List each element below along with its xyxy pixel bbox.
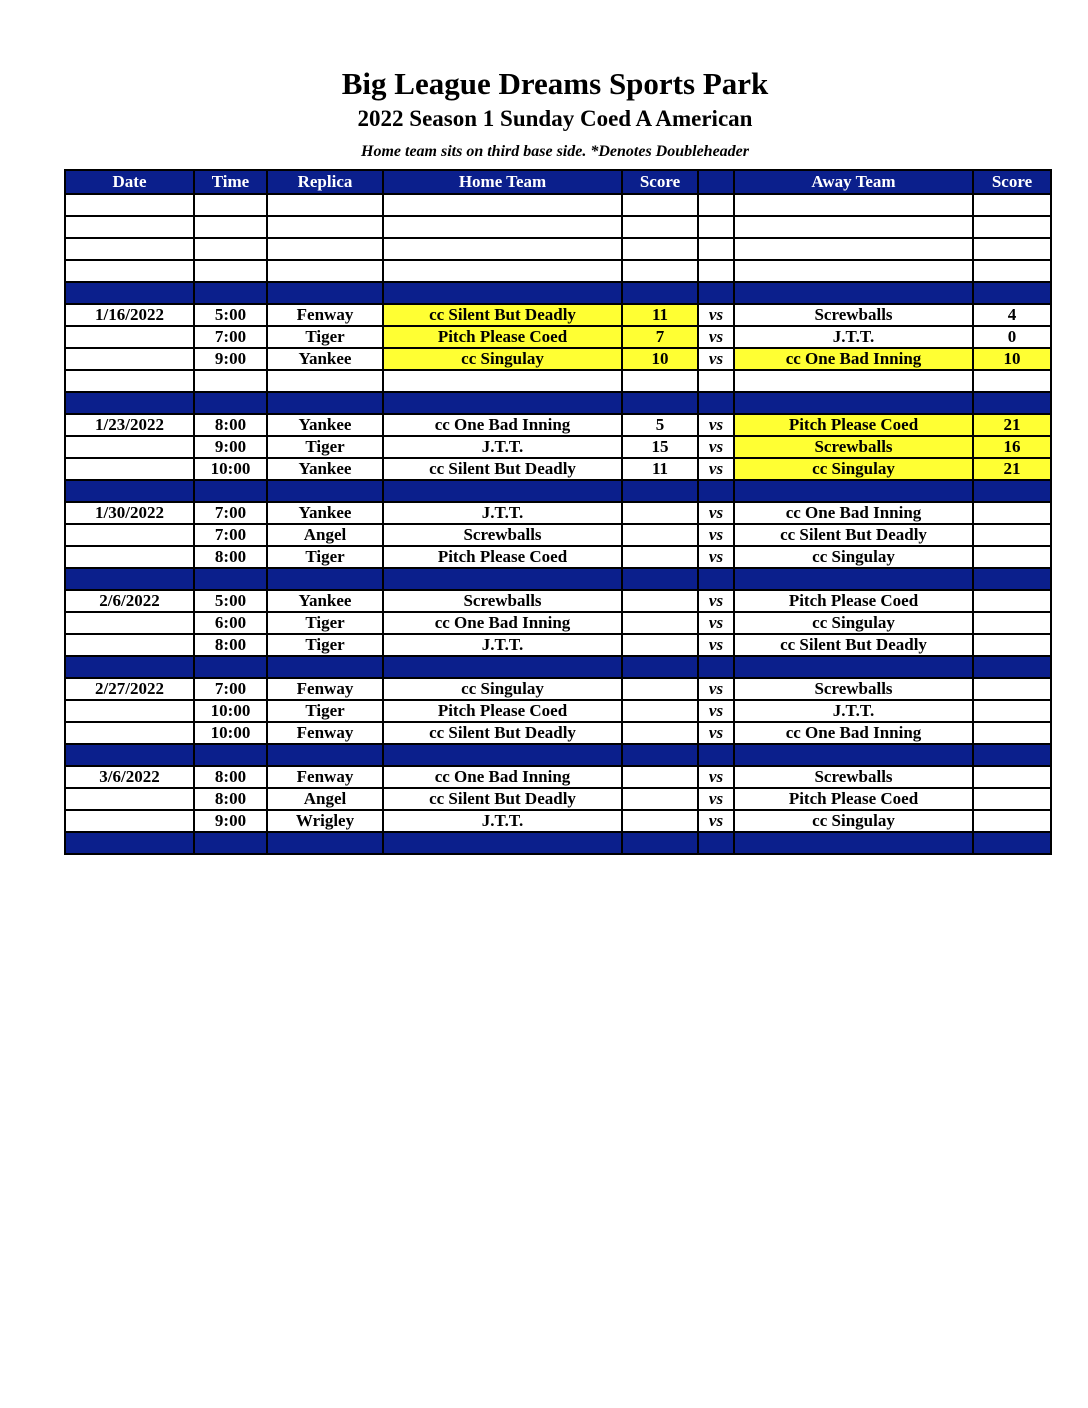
week-separator-row-cell: [698, 392, 734, 414]
table-row: [65, 436, 1051, 458]
cell-replica: Tiger: [267, 326, 383, 348]
week-separator-row-cell: [622, 568, 698, 590]
table-row: [65, 634, 1051, 656]
blank-row-cell: [267, 216, 383, 238]
cell-away-team: cc One Bad Inning: [734, 502, 973, 524]
week-separator-row-cell: [267, 744, 383, 766]
cell-home-score: [622, 766, 698, 788]
cell-away-team: J.T.T.: [734, 326, 973, 348]
table-row: [65, 304, 1051, 326]
blank-row-cell: [698, 238, 734, 260]
cell-vs: vs: [698, 700, 734, 722]
week-separator-row-cell: [622, 392, 698, 414]
week-separator-row-cell: [698, 480, 734, 502]
blank-row-cell: [194, 260, 267, 282]
table-row: [65, 546, 1051, 568]
table-row: [65, 458, 1051, 480]
cell-home-score: 7: [622, 326, 698, 348]
cell-date: [65, 326, 194, 348]
week-separator-row-cell: [267, 392, 383, 414]
cell-home-score: [622, 634, 698, 656]
blank-row-cell: [383, 238, 622, 260]
cell-replica: Tiger: [267, 700, 383, 722]
cell-vs: vs: [698, 546, 734, 568]
schedule-table: [64, 169, 1052, 855]
week-separator-row-cell: [65, 392, 194, 414]
cell-vs: vs: [698, 590, 734, 612]
cell-replica: Angel: [267, 788, 383, 810]
week-separator-row-cell: [383, 568, 622, 590]
blank-row-cell: [194, 238, 267, 260]
cell-date: [65, 348, 194, 370]
cell-home-score: [622, 590, 698, 612]
cell-home-team: Pitch Please Coed: [383, 546, 622, 568]
week-separator-row-cell: [698, 568, 734, 590]
table-row: [65, 524, 1051, 546]
cell-away-score: [973, 546, 1051, 568]
cell-date: 1/23/2022: [65, 414, 194, 436]
cell-away-team: cc Singulay: [734, 810, 973, 832]
cell-replica: Tiger: [267, 634, 383, 656]
blank-row-cell: [383, 194, 622, 216]
cell-replica: Fenway: [267, 678, 383, 700]
cell-date: 2/27/2022: [65, 678, 194, 700]
cell-vs: vs: [698, 326, 734, 348]
week-separator-row-cell: [622, 832, 698, 854]
week-separator-row-cell: [65, 744, 194, 766]
week-separator-row: [65, 832, 1051, 854]
week-separator-row-cell: [734, 282, 973, 304]
cell-time: 7:00: [194, 502, 267, 524]
table-row: [65, 502, 1051, 524]
blank-row-cell: [622, 194, 698, 216]
week-separator-row-cell: [383, 392, 622, 414]
blank-row-cell: [383, 370, 622, 392]
blank-row-cell: [698, 216, 734, 238]
week-separator-row: [65, 568, 1051, 590]
blank-row-cell: [973, 238, 1051, 260]
cell-home-score: [622, 722, 698, 744]
cell-away-score: [973, 700, 1051, 722]
cell-date: [65, 788, 194, 810]
cell-away-score: [973, 810, 1051, 832]
cell-away-score: [973, 678, 1051, 700]
schedule-body: [65, 194, 1051, 854]
cell-home-score: 11: [622, 458, 698, 480]
schedule-note: Home team sits on third base side. *Denotes Doubleheader: [361, 143, 749, 160]
cell-time: 10:00: [194, 722, 267, 744]
cell-vs: vs: [698, 502, 734, 524]
table-row: [65, 700, 1051, 722]
cell-away-team: cc Singulay: [734, 546, 973, 568]
cell-vs: vs: [698, 414, 734, 436]
blank-row-cell: [622, 238, 698, 260]
column-header-time: Time: [194, 170, 267, 194]
cell-home-team: J.T.T.: [383, 436, 622, 458]
week-separator-row: [65, 480, 1051, 502]
cell-time: 8:00: [194, 766, 267, 788]
column-header-away-score: Score: [973, 170, 1051, 194]
cell-vs: vs: [698, 458, 734, 480]
blank-row-cell: [622, 216, 698, 238]
cell-home-team: Pitch Please Coed: [383, 326, 622, 348]
blank-row-cell: [65, 238, 194, 260]
blank-row-cell: [383, 216, 622, 238]
week-separator-row-cell: [973, 480, 1051, 502]
blank-row: [65, 194, 1051, 216]
cell-away-score: 16: [973, 436, 1051, 458]
cell-away-score: 10: [973, 348, 1051, 370]
cell-time: 6:00: [194, 612, 267, 634]
week-separator-row-cell: [267, 568, 383, 590]
cell-home-team: cc Singulay: [383, 678, 622, 700]
week-separator-row-cell: [622, 282, 698, 304]
cell-home-score: 15: [622, 436, 698, 458]
blank-row-cell: [194, 216, 267, 238]
cell-date: [65, 612, 194, 634]
blank-row: [65, 216, 1051, 238]
cell-time: 10:00: [194, 700, 267, 722]
column-header-vs: [698, 170, 734, 194]
cell-replica: Wrigley: [267, 810, 383, 832]
cell-vs: vs: [698, 524, 734, 546]
cell-away-team: cc Silent But Deadly: [734, 524, 973, 546]
week-separator-row-cell: [65, 568, 194, 590]
column-header-away-team: Away Team: [734, 170, 973, 194]
cell-time: 7:00: [194, 678, 267, 700]
blank-row-cell: [698, 260, 734, 282]
cell-replica: Tiger: [267, 546, 383, 568]
week-separator-row-cell: [698, 744, 734, 766]
blank-row: [65, 238, 1051, 260]
week-separator-row-cell: [734, 832, 973, 854]
cell-home-team: cc Singulay: [383, 348, 622, 370]
cell-away-score: 0: [973, 326, 1051, 348]
cell-home-score: [622, 810, 698, 832]
cell-away-score: [973, 634, 1051, 656]
blank-row-cell: [698, 194, 734, 216]
cell-date: 3/6/2022: [65, 766, 194, 788]
cell-home-score: [622, 678, 698, 700]
column-header-home-team: Home Team: [383, 170, 622, 194]
blank-row-cell: [194, 194, 267, 216]
cell-away-score: [973, 524, 1051, 546]
blank-row-cell: [734, 260, 973, 282]
column-header-replica: Replica: [267, 170, 383, 194]
week-separator-row-cell: [734, 656, 973, 678]
cell-away-team: Screwballs: [734, 678, 973, 700]
week-separator-row-cell: [194, 392, 267, 414]
cell-replica: Yankee: [267, 502, 383, 524]
blank-row-cell: [383, 260, 622, 282]
cell-vs: vs: [698, 722, 734, 744]
table-header-row: [65, 170, 1051, 194]
blank-row-cell: [973, 194, 1051, 216]
blank-row-cell: [973, 370, 1051, 392]
cell-home-score: 10: [622, 348, 698, 370]
cell-vs: vs: [698, 612, 734, 634]
cell-home-score: 11: [622, 304, 698, 326]
table-row: [65, 788, 1051, 810]
week-separator-row-cell: [973, 656, 1051, 678]
blank-row: [65, 260, 1051, 282]
week-separator-row-cell: [973, 392, 1051, 414]
week-separator-row-cell: [383, 282, 622, 304]
cell-vs: vs: [698, 678, 734, 700]
cell-home-team: Screwballs: [383, 524, 622, 546]
week-separator-row-cell: [65, 832, 194, 854]
table-row: [65, 348, 1051, 370]
week-separator-row-cell: [267, 480, 383, 502]
cell-home-team: J.T.T.: [383, 634, 622, 656]
cell-home-team: cc Silent But Deadly: [383, 458, 622, 480]
table-row: [65, 766, 1051, 788]
week-separator-row: [65, 282, 1051, 304]
cell-home-team: Pitch Please Coed: [383, 700, 622, 722]
cell-vs: vs: [698, 788, 734, 810]
cell-home-score: [622, 524, 698, 546]
table-row: [65, 326, 1051, 348]
week-separator-row-cell: [267, 832, 383, 854]
cell-replica: Fenway: [267, 304, 383, 326]
week-separator-row-cell: [194, 480, 267, 502]
cell-date: [65, 458, 194, 480]
cell-time: 10:00: [194, 458, 267, 480]
cell-replica: Yankee: [267, 414, 383, 436]
cell-away-score: [973, 788, 1051, 810]
week-separator-row-cell: [698, 282, 734, 304]
cell-home-team: J.T.T.: [383, 810, 622, 832]
week-separator-row-cell: [267, 656, 383, 678]
week-separator-row-cell: [194, 744, 267, 766]
cell-away-team: cc Singulay: [734, 458, 973, 480]
cell-vs: vs: [698, 766, 734, 788]
cell-away-team: cc Silent But Deadly: [734, 634, 973, 656]
week-separator-row-cell: [973, 568, 1051, 590]
cell-date: 1/16/2022: [65, 304, 194, 326]
cell-time: 8:00: [194, 414, 267, 436]
cell-vs: vs: [698, 436, 734, 458]
cell-away-score: 4: [973, 304, 1051, 326]
week-separator-row-cell: [383, 480, 622, 502]
week-separator-row-cell: [734, 568, 973, 590]
blank-row-cell: [973, 260, 1051, 282]
blank-row-cell: [734, 194, 973, 216]
cell-time: 8:00: [194, 788, 267, 810]
week-separator-row-cell: [194, 832, 267, 854]
blank-row-cell: [194, 370, 267, 392]
week-separator-row-cell: [267, 282, 383, 304]
week-separator-row-cell: [973, 744, 1051, 766]
cell-home-team: cc Silent But Deadly: [383, 788, 622, 810]
cell-away-team: Screwballs: [734, 304, 973, 326]
week-separator-row-cell: [383, 832, 622, 854]
cell-away-team: Pitch Please Coed: [734, 788, 973, 810]
cell-date: [65, 546, 194, 568]
blank-row-cell: [267, 370, 383, 392]
page-subtitle: 2022 Season 1 Sunday Coed A American: [357, 106, 753, 131]
cell-date: [65, 722, 194, 744]
week-separator-row-cell: [698, 656, 734, 678]
blank-row-cell: [267, 260, 383, 282]
blank-row-cell: [267, 194, 383, 216]
week-separator-row-cell: [194, 282, 267, 304]
blank-row-cell: [267, 238, 383, 260]
cell-home-score: 5: [622, 414, 698, 436]
cell-home-team: cc Silent But Deadly: [383, 304, 622, 326]
blank-row-cell: [65, 216, 194, 238]
cell-replica: Yankee: [267, 348, 383, 370]
week-separator-row: [65, 744, 1051, 766]
cell-home-team: cc One Bad Inning: [383, 414, 622, 436]
table-row: [65, 810, 1051, 832]
week-separator-row-cell: [622, 656, 698, 678]
cell-time: 8:00: [194, 546, 267, 568]
cell-away-score: [973, 502, 1051, 524]
blank-row-cell: [65, 194, 194, 216]
cell-home-score: [622, 502, 698, 524]
cell-time: 7:00: [194, 326, 267, 348]
cell-date: [65, 524, 194, 546]
cell-away-team: cc One Bad Inning: [734, 722, 973, 744]
cell-time: 8:00: [194, 634, 267, 656]
week-separator-row-cell: [383, 744, 622, 766]
cell-time: 9:00: [194, 810, 267, 832]
table-row: [65, 414, 1051, 436]
cell-away-team: cc One Bad Inning: [734, 348, 973, 370]
cell-home-score: [622, 788, 698, 810]
cell-date: 2/6/2022: [65, 590, 194, 612]
week-separator-row-cell: [65, 282, 194, 304]
cell-away-score: [973, 722, 1051, 744]
cell-away-score: [973, 612, 1051, 634]
cell-replica: Tiger: [267, 612, 383, 634]
blank-row-cell: [622, 260, 698, 282]
cell-vs: vs: [698, 304, 734, 326]
cell-time: 9:00: [194, 436, 267, 458]
blank-row-cell: [698, 370, 734, 392]
week-separator-row-cell: [622, 744, 698, 766]
cell-date: [65, 634, 194, 656]
week-separator-row-cell: [194, 656, 267, 678]
cell-home-score: [622, 612, 698, 634]
cell-away-team: Screwballs: [734, 436, 973, 458]
cell-date: [65, 810, 194, 832]
cell-date: 1/30/2022: [65, 502, 194, 524]
week-separator-row-cell: [734, 480, 973, 502]
cell-home-team: cc One Bad Inning: [383, 766, 622, 788]
blank-row-cell: [734, 370, 973, 392]
cell-time: 5:00: [194, 304, 267, 326]
cell-replica: Yankee: [267, 458, 383, 480]
week-separator-row-cell: [973, 832, 1051, 854]
week-separator-row: [65, 656, 1051, 678]
table-row: [65, 722, 1051, 744]
cell-vs: vs: [698, 634, 734, 656]
cell-away-team: Pitch Please Coed: [734, 590, 973, 612]
cell-home-team: J.T.T.: [383, 502, 622, 524]
cell-away-team: J.T.T.: [734, 700, 973, 722]
cell-time: 5:00: [194, 590, 267, 612]
blank-row-cell: [65, 260, 194, 282]
cell-replica: Fenway: [267, 722, 383, 744]
cell-away-team: cc Singulay: [734, 612, 973, 634]
cell-replica: Fenway: [267, 766, 383, 788]
cell-away-score: [973, 590, 1051, 612]
week-separator-row-cell: [65, 480, 194, 502]
blank-row-cell: [65, 370, 194, 392]
cell-away-score: 21: [973, 458, 1051, 480]
cell-away-score: 21: [973, 414, 1051, 436]
cell-away-team: Pitch Please Coed: [734, 414, 973, 436]
week-separator-row-cell: [973, 282, 1051, 304]
week-separator-row-cell: [622, 480, 698, 502]
cell-home-team: Screwballs: [383, 590, 622, 612]
cell-home-score: [622, 700, 698, 722]
cell-time: 7:00: [194, 524, 267, 546]
page-title: Big League Dreams Sports Park: [341, 66, 769, 101]
table-row: [65, 678, 1051, 700]
week-separator-row-cell: [698, 832, 734, 854]
cell-away-score: [973, 766, 1051, 788]
cell-away-team: Screwballs: [734, 766, 973, 788]
cell-replica: Yankee: [267, 590, 383, 612]
blank-row-cell: [973, 216, 1051, 238]
cell-vs: vs: [698, 810, 734, 832]
cell-replica: Angel: [267, 524, 383, 546]
blank-row-cell: [734, 238, 973, 260]
cell-time: 9:00: [194, 348, 267, 370]
blank-row-cell: [622, 370, 698, 392]
column-header-home-score: Score: [622, 170, 698, 194]
table-row: [65, 612, 1051, 634]
cell-home-team: cc One Bad Inning: [383, 612, 622, 634]
week-separator-row: [65, 392, 1051, 414]
week-separator-row-cell: [65, 656, 194, 678]
cell-vs: vs: [698, 348, 734, 370]
week-separator-row-cell: [383, 656, 622, 678]
week-separator-row-cell: [194, 568, 267, 590]
cell-date: [65, 436, 194, 458]
cell-date: [65, 700, 194, 722]
cell-home-team: cc Silent But Deadly: [383, 722, 622, 744]
blank-row: [65, 370, 1051, 392]
blank-row-cell: [734, 216, 973, 238]
cell-home-score: [622, 546, 698, 568]
week-separator-row-cell: [734, 744, 973, 766]
table-row: [65, 590, 1051, 612]
cell-replica: Tiger: [267, 436, 383, 458]
week-separator-row-cell: [734, 392, 973, 414]
column-header-date: Date: [65, 170, 194, 194]
